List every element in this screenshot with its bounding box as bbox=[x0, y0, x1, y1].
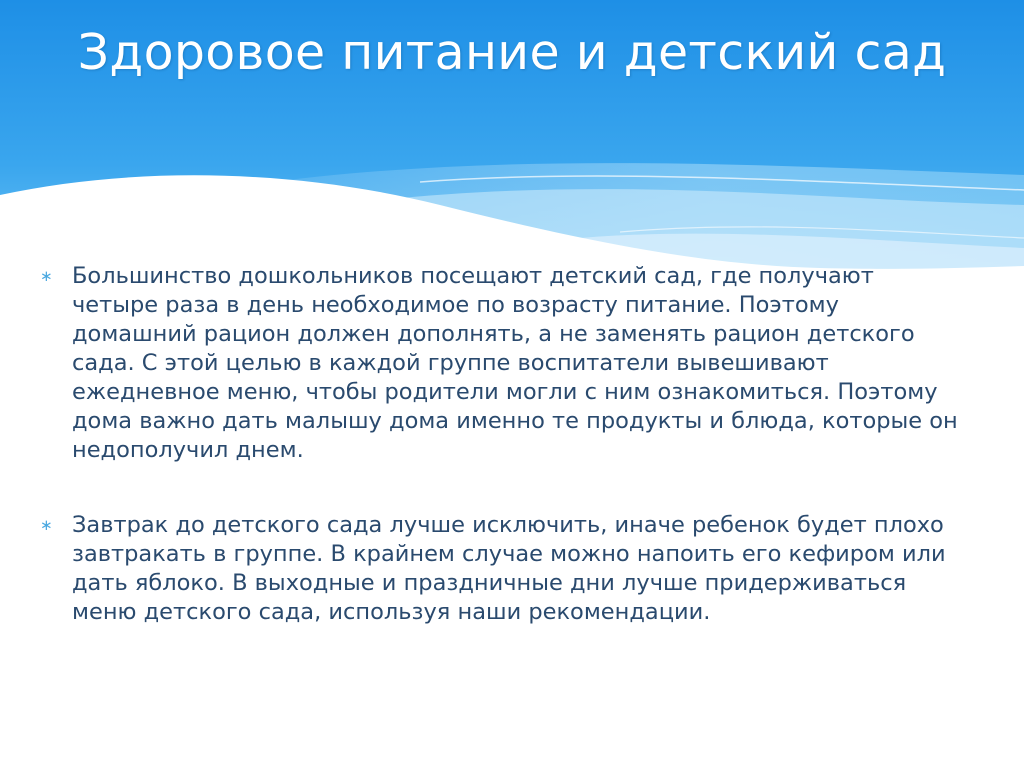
bullet-list bbox=[40, 262, 960, 673]
asterisk-bullet-icon: ∗ bbox=[40, 267, 53, 285]
bullet-text: Большинство дошкольников посещают детский сад, где получают четыре раза в день необходимое по возрасту питание. Поэтому домашний рацион должен дополнять, а не заменять рацион детского сада. С этой целью в каждой группе воспитатели вывешивают ежедневное меню, чтобы родители могли с ним ознакомиться. Поэтому дома важно дать малышу дома именно те продукты и блюда, которые он недополучил днем. bbox=[72, 263, 958, 463]
slide-title: Здоровое питание и детский сад bbox=[77, 24, 947, 81]
bullet-item bbox=[40, 511, 960, 627]
bullet-text: Завтрак до детского сада лучше исключить, иначе ребенок будет плохо завтракать в группе. В крайнем случае можно напоить его кефиром или дать яблоко. В выходные и праздничные дни лучше придерживаться меню детского сада, используя наши рекомендации. bbox=[72, 512, 946, 625]
asterisk-bullet-icon: ∗ bbox=[40, 516, 53, 534]
bullet-item bbox=[40, 262, 960, 465]
